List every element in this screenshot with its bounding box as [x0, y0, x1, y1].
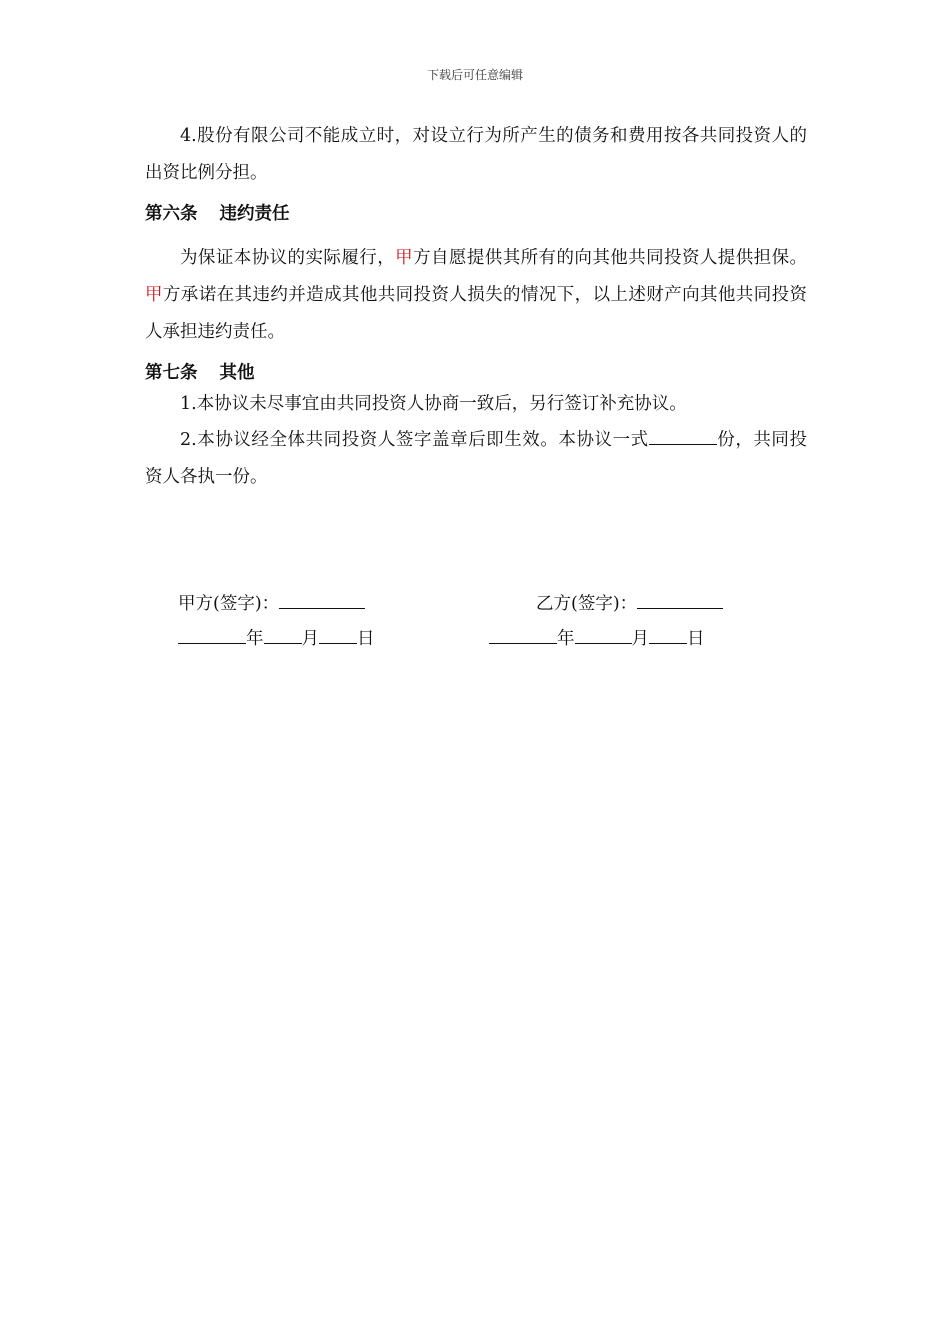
article-6-text-1: 为保证本协议的实际履行，	[180, 248, 396, 268]
page-header: 下载后可任意编辑	[426, 68, 523, 82]
article-6-title: 违约责任	[219, 204, 290, 224]
article-7-heading	[145, 359, 807, 387]
party-b-month-blank[interactable]	[575, 625, 632, 644]
month-label: 月	[301, 629, 319, 649]
party-a-date	[178, 625, 375, 651]
party-b-year-blank[interactable]	[489, 625, 557, 644]
party-a-year-blank[interactable]	[178, 625, 246, 644]
party-a-day-blank[interactable]	[319, 625, 357, 644]
party-b-label: 乙方(签字)：	[536, 594, 638, 614]
copies-blank[interactable]	[649, 426, 717, 445]
article-7-item-2-text-1: 2.本协议经全体共同投资人签字盖章后即生效。本协议一式	[180, 430, 649, 450]
party-b-signature	[536, 590, 723, 616]
article-6-number: 第六条	[145, 204, 198, 224]
party-a-month-blank[interactable]	[264, 625, 302, 644]
article-7-item-2	[145, 422, 807, 496]
party-jia-highlight: 甲	[145, 285, 163, 305]
party-b-signature-blank[interactable]	[637, 590, 723, 609]
article-6-heading	[145, 200, 807, 228]
article-7-item-1: 1.本协议未尽事宜由共同投资人协商一致后，另行签订补充协议。	[180, 394, 687, 414]
document-body	[145, 118, 807, 496]
article-7-item-2-text-2: 份，共同投资人各执一份。	[145, 430, 807, 487]
day-label: 日	[357, 629, 375, 649]
article-7-title: 其他	[219, 363, 255, 383]
party-b-date	[489, 625, 705, 651]
article-6-text-3: 方承诺在其违约并造成其他共同投资人损失的情况下，以上述财产向其他共同投资人承担违约责任。	[145, 285, 808, 342]
article-7-number: 第七条	[145, 363, 198, 383]
article-6-text-2: 方自愿提供其所有的向其他共同投资人提供担保。	[413, 248, 808, 268]
party-a-signature	[178, 590, 365, 616]
day-label: 日	[687, 629, 705, 649]
year-label: 年	[557, 629, 575, 649]
month-label: 月	[631, 629, 649, 649]
party-a-label: 甲方(签字)：	[178, 594, 280, 614]
party-b-day-blank[interactable]	[649, 625, 687, 644]
year-label: 年	[246, 629, 264, 649]
article-6-paragraph	[145, 240, 807, 351]
party-jia-highlight: 甲	[395, 248, 414, 268]
clause-4-paragraph: 4.股份有限公司不能成立时，对设立行为所产生的债务和费用按各共同投资人的出资比例分担。	[145, 126, 807, 183]
party-a-signature-blank[interactable]	[279, 590, 365, 609]
